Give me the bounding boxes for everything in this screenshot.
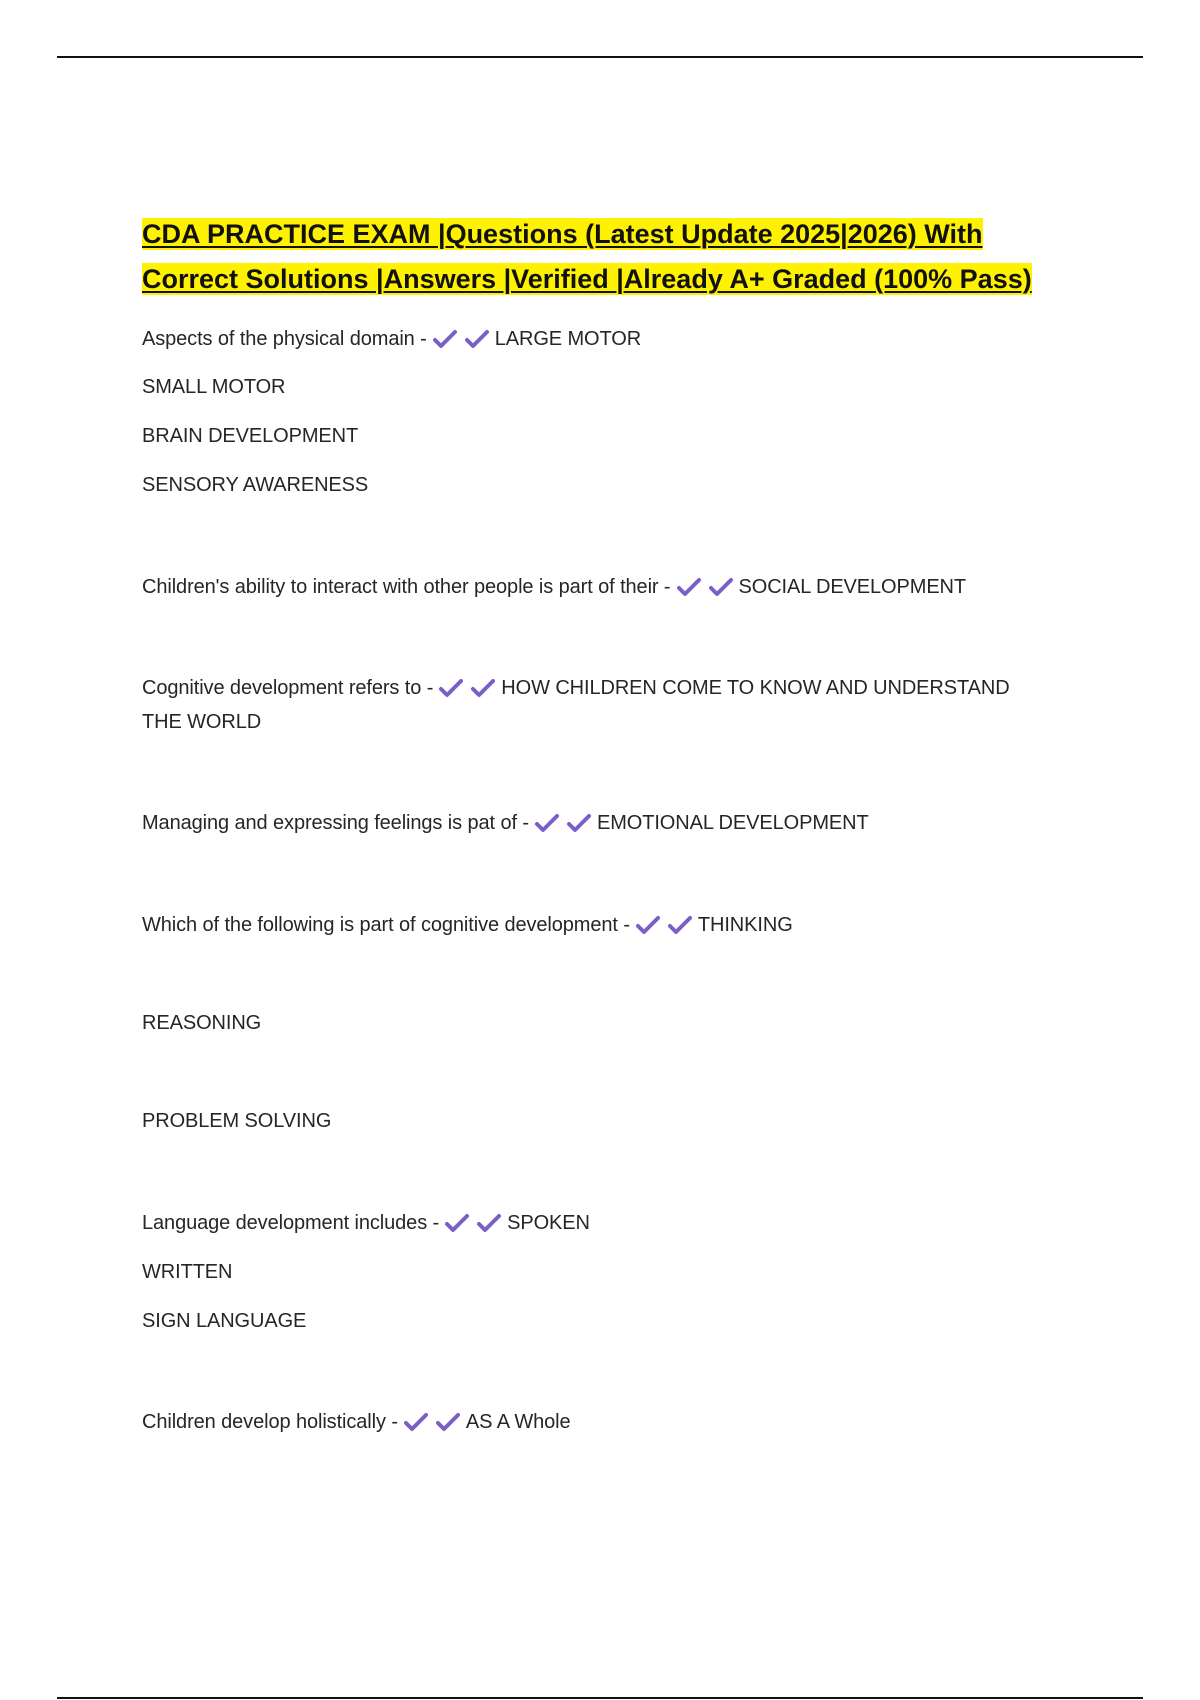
check-icon xyxy=(439,678,463,698)
qa-line xyxy=(142,810,869,836)
check-icon xyxy=(433,329,457,349)
answer-text: AS A Whole xyxy=(465,1411,571,1433)
question-text: Which of the following is part of cognitive development - xyxy=(142,914,630,936)
answer-text: LARGE MOTOR xyxy=(494,328,642,350)
question-text: Aspects of the physical domain - xyxy=(142,328,427,350)
answer-continuation: REASONING xyxy=(142,1012,262,1034)
qa-line xyxy=(142,574,966,600)
top-rule xyxy=(57,56,1143,58)
answer-continuation: THE WORLD xyxy=(142,711,262,733)
check-icon xyxy=(404,1412,428,1432)
qa-line xyxy=(142,675,1010,701)
check-icon xyxy=(436,1412,460,1432)
answer-continuation: SIGN LANGUAGE xyxy=(142,1310,307,1332)
question-text: Managing and expressing feelings is pat of - xyxy=(142,812,529,834)
check-icon xyxy=(445,1213,469,1233)
check-icon xyxy=(709,577,733,597)
document-title xyxy=(142,212,1082,302)
check-icon xyxy=(477,1213,501,1233)
question-text: Language development includes - xyxy=(142,1212,440,1234)
qa-line xyxy=(142,1210,590,1236)
bottom-rule xyxy=(57,1697,1143,1699)
question-text: Children's ability to interact with other people is part of their - xyxy=(142,576,671,598)
answer-text: EMOTIONAL DEVELOPMENT xyxy=(596,812,869,834)
title-line-1: CDA PRACTICE EXAM |Questions (Latest Update 2025|2026) With xyxy=(142,219,983,249)
answer-text: SPOKEN xyxy=(507,1212,590,1234)
check-icon xyxy=(567,813,591,833)
answer-text: THINKING xyxy=(697,914,793,936)
title-line-2: Correct Solutions |Answers |Verified |Already A+ Graded (100% Pass) xyxy=(142,264,1032,294)
answer-text: SOCIAL DEVELOPMENT xyxy=(738,576,967,598)
question-text: Children develop holistically - xyxy=(142,1411,398,1433)
check-marks xyxy=(439,678,495,698)
qa-line xyxy=(142,326,641,352)
check-icon xyxy=(636,915,660,935)
answer-continuation: SENSORY AWARENESS xyxy=(142,474,369,496)
qa-line xyxy=(142,912,793,938)
answer-continuation: PROBLEM SOLVING xyxy=(142,1110,332,1132)
check-marks xyxy=(404,1412,460,1432)
check-icon xyxy=(471,678,495,698)
answer-text: HOW CHILDREN COME TO KNOW AND UNDERSTAND xyxy=(501,677,1010,699)
check-marks xyxy=(535,813,591,833)
answer-continuation: SMALL MOTOR xyxy=(142,376,286,398)
answer-continuation: WRITTEN xyxy=(142,1261,233,1283)
check-marks xyxy=(445,1213,501,1233)
check-marks xyxy=(677,577,733,597)
check-icon xyxy=(668,915,692,935)
check-icon xyxy=(535,813,559,833)
check-marks xyxy=(433,329,489,349)
question-text: Cognitive development refers to - xyxy=(142,677,434,699)
check-icon xyxy=(677,577,701,597)
qa-line xyxy=(142,1409,571,1435)
answer-continuation: BRAIN DEVELOPMENT xyxy=(142,425,359,447)
check-marks xyxy=(636,915,692,935)
check-icon xyxy=(465,329,489,349)
